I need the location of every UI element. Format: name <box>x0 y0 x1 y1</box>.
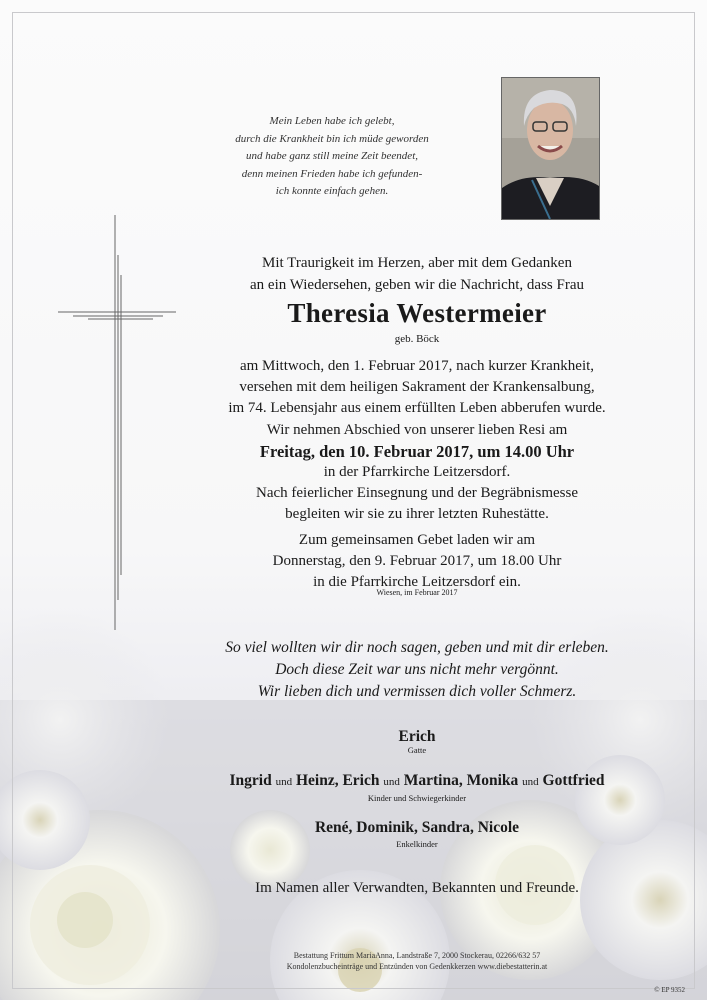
children-role: Kinder und Schwiegerkinder <box>367 793 467 803</box>
place-date: Wiesen, im Februar 2017 <box>376 588 458 597</box>
portrait-photo <box>501 77 600 220</box>
memorial-quote <box>100 637 707 703</box>
poem-line: ich konnte einfach gehen. <box>275 185 389 197</box>
conjunction: und <box>275 776 293 788</box>
imprint-line: Kondolenzbucheinträge und Entzünden von Gedenkkerzen www.diebestatterin.at <box>286 961 548 971</box>
farewell-line: Nach feierlicher Einsegnung und der Begräbnismesse <box>256 485 578 501</box>
poem <box>222 113 442 201</box>
quote-line: So viel wollten wir dir noch sagen, geben und mit dir erleben. <box>225 639 609 656</box>
intro-text <box>100 252 707 296</box>
intro-line: an ein Wiedersehen, geben wir die Nachricht, dass Frau <box>250 277 584 293</box>
child-name: Heinz, <box>295 772 339 789</box>
child-name: Monika <box>466 772 519 789</box>
imprint-line: Bestattung Frittum MariaAnna, Landstraße 7, 2000 Stockerau, 02266/632 57 <box>293 951 541 960</box>
details-line: im 74. Lebensjahr aus einem erfüllten Leben abberufen wurde. <box>228 400 606 416</box>
imprint <box>100 951 707 972</box>
children-names <box>100 772 707 790</box>
conjunction: und <box>383 776 400 788</box>
poem-line: denn meinen Frieden habe ich gefunden- <box>241 167 423 180</box>
grandchildren-names: René, Dominik, Sandra, Nicole <box>314 819 520 836</box>
closing-line: Im Namen aller Verwandten, Bekannten und Freunde. <box>255 880 579 896</box>
prayer-line: Donnerstag, den 9. Februar 2017, um 18.00 Uhr <box>272 553 562 569</box>
poem-line: und habe ganz still meine Zeit beendet, <box>246 150 418 162</box>
details-line: am Mittwoch, den 1. Februar 2017, nach kurzer Krankheit, <box>239 358 595 374</box>
child-name: Martina, <box>403 772 463 789</box>
poem-line: Mein Leben habe ich gelebt, <box>269 115 395 127</box>
spouse-name: Erich <box>398 728 436 745</box>
child-name: Erich <box>342 772 380 789</box>
child-name: Gottfried <box>542 772 605 789</box>
deceased-name: Theresia Westermeier <box>287 298 547 328</box>
prayer-line: in die Pfarrkirche Leitzersdorf ein. <box>313 574 521 590</box>
quote-line: Doch diese Zeit war uns nicht mehr vergönnt. <box>275 661 559 678</box>
conjunction: und <box>522 776 539 788</box>
funeral-date: Freitag, den 10. Februar 2017, um 14.00 Uhr <box>259 442 575 461</box>
prayer-line: Zum gemeinsamen Gebet laden wir am <box>298 532 536 548</box>
details-line: versehen mit dem heiligen Sakrament der Krankensalbung, <box>239 379 595 395</box>
spouse-role: Gatte <box>407 745 427 755</box>
quote-line: Wir lieben dich und vermissen dich voller Schmerz. <box>257 683 577 700</box>
document-code: © EP 9352 <box>654 986 685 994</box>
grandchildren-role: Enkelkinder <box>396 839 438 849</box>
farewell-line: in der Pfarrkirche Leitzersdorf. <box>323 464 511 480</box>
death-details <box>100 356 707 419</box>
farewell-line: begleiten wir sie zu ihrer letzten Ruhestätte. <box>285 506 549 522</box>
child-name: Ingrid <box>229 772 272 789</box>
intro-line: Mit Traurigkeit im Herzen, aber mit dem Gedanken <box>262 255 572 271</box>
prayer-info <box>100 530 707 593</box>
poem-line: durch die Krankheit bin ich müde geworden <box>235 132 429 145</box>
birth-name: geb. Böck <box>394 333 440 345</box>
farewell-line: Wir nehmen Abschied von unserer lieben Resi am <box>266 422 568 438</box>
funeral-info <box>100 420 707 525</box>
